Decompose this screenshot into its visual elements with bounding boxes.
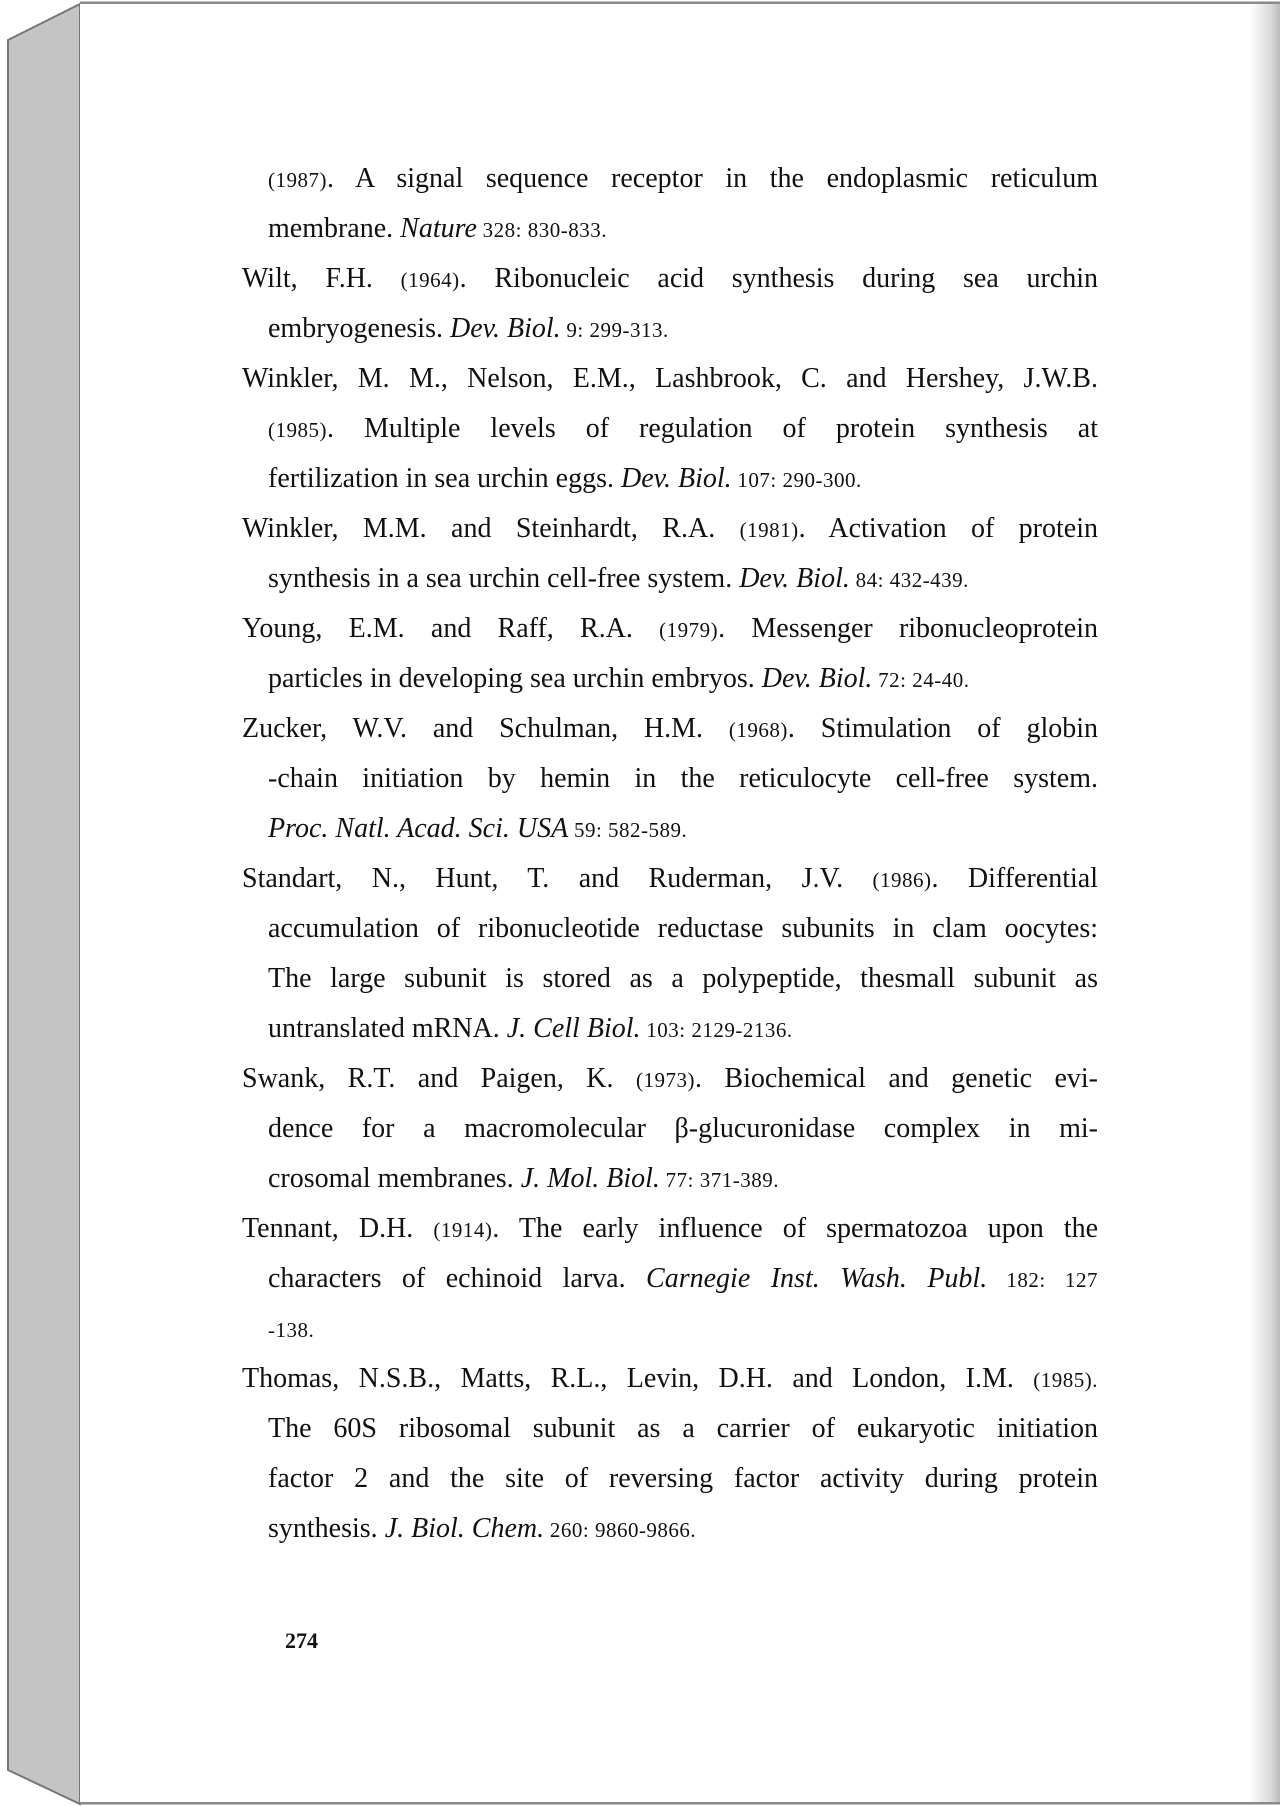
citation-number: 107: 290-300. (731, 468, 862, 492)
reference-line (242, 1254, 1098, 1304)
reference-line (242, 304, 1098, 354)
citation-number: 9: 299-313. (560, 318, 669, 342)
journal-name: J. Mol. Biol. (520, 1163, 660, 1194)
journal-name: Dev. Biol. (621, 463, 732, 494)
reference-line (242, 454, 1098, 504)
reference-line (242, 954, 1098, 1004)
reference-text: . The early influence of spermatozoa upon the (492, 1213, 1098, 1244)
citation-number: 77: 371-389. (659, 1168, 779, 1192)
reference-text: . Activation of protein (798, 513, 1098, 544)
citation-number: 328: 830-833. (476, 218, 607, 242)
reference-text: . A signal sequence receptor in the endoplasmic reticulum (327, 163, 1098, 194)
reference-text: synthesis in a sea urchin cell-free system. (268, 563, 740, 594)
page-edge-shadow (1250, 4, 1280, 1802)
reference-text: Zucker, W.V. and Schulman, H.M. (242, 713, 729, 744)
citation-number: (1981) (739, 518, 799, 542)
reference-text: synthesis. (268, 1513, 385, 1544)
citation-number: 84: 432-439. (849, 568, 969, 592)
reference-text: Wilt, F.H. (242, 263, 401, 294)
reference-entry (242, 604, 1098, 704)
citation-number: 182: 127 (987, 1268, 1098, 1292)
citation-number: 72: 24-40. (872, 668, 970, 692)
reference-line (242, 1454, 1098, 1504)
citation-number: (1968) (728, 718, 788, 742)
reference-line (242, 254, 1098, 304)
reference-text: Swank, R.T. and Paigen, K. (242, 1063, 636, 1094)
journal-name: Dev. Biol. (739, 563, 850, 594)
reference-text: untranslated mRNA. (268, 1013, 507, 1044)
journal-name: J. Cell Biol. (506, 1013, 641, 1044)
page-number: 274 (285, 1628, 318, 1653)
reference-text: Standart, N., Hunt, T. and Ruderman, J.V. (242, 863, 873, 894)
reference-text: Winkler, M. M., Nelson, E.M., Lashbrook, C. and Hershey, J.W.B. (242, 363, 1098, 394)
reference-line (242, 354, 1098, 404)
reference-line (242, 504, 1098, 554)
reference-text: The large subunit is stored as a polypeptide, thesmall subunit as (268, 963, 1098, 994)
reference-text: Thomas, N.S.B., Matts, R.L., Levin, D.H. and London, I.M. (242, 1363, 1034, 1394)
reference-line (242, 754, 1098, 804)
journal-name: Nature (400, 213, 477, 244)
reference-line (242, 1104, 1098, 1154)
citation-number: (1985). (1033, 1368, 1098, 1392)
reference-line (242, 204, 1098, 254)
citation-number: -138. (268, 1318, 315, 1342)
citation-number: (1985) (268, 418, 327, 442)
reference-text: Young, E.M. and Raff, R.A. (242, 613, 660, 644)
reference-line (242, 1054, 1098, 1104)
reference-entry (242, 1354, 1098, 1554)
journal-name: J. Biol. Chem. (384, 1513, 545, 1544)
reference-text: . Messenger ribonucleoprotein (718, 613, 1098, 644)
reference-line (242, 704, 1098, 754)
reference-text: . Stimulation of globin (787, 713, 1098, 744)
reference-text: characters of echinoid larva. (268, 1263, 647, 1294)
reference-line (242, 904, 1098, 954)
reference-text: -chain initiation by hemin in the reticulocyte cell-free system. (268, 763, 1098, 794)
reference-text: Tennant, D.H. (242, 1213, 434, 1244)
journal-name: Carnegie Inst. Wash. Publ. (646, 1263, 988, 1294)
reference-text: factor 2 and the site of reversing factor activity during protein (268, 1463, 1098, 1494)
reference-line (242, 554, 1098, 604)
reference-entry (242, 854, 1098, 1054)
citation-number: (1987) (268, 168, 327, 192)
reference-line (242, 854, 1098, 904)
citation-number: (1986) (872, 868, 932, 892)
reference-line (242, 654, 1098, 704)
reference-text: crosomal membranes. (268, 1163, 521, 1194)
citation-number: (1914) (433, 1218, 493, 1242)
reference-text: Winkler, M.M. and Steinhardt, R.A. (242, 513, 740, 544)
reference-entry (242, 704, 1098, 854)
reference-entry (242, 504, 1098, 604)
reference-text: . Differential (931, 863, 1098, 894)
citation-number: 59: 582-589. (568, 818, 688, 842)
reference-text: . Multiple levels of regulation of protein synthesis at (327, 413, 1098, 444)
reference-text: membrane. (268, 213, 401, 244)
reference-entry (242, 1054, 1098, 1204)
citation-number: (1979) (659, 618, 719, 642)
journal-name: Proc. Natl. Acad. Sci. USA (268, 813, 569, 844)
reference-line (242, 804, 1098, 854)
reference-line (242, 1304, 1098, 1354)
book-spine (8, 4, 80, 1804)
reference-text: . Biochemical and genetic evi- (694, 1063, 1098, 1094)
reference-line (242, 1204, 1098, 1254)
reference-text: accumulation of ribonucleotide reductase subunits in clam oocytes: (268, 913, 1098, 944)
citation-number: 103: 2129-2136. (640, 1018, 793, 1042)
reference-text: dence for a macromolecular β-glucuronidase complex in mi- (268, 1113, 1098, 1144)
citation-number: 260: 9860-9866. (544, 1518, 697, 1542)
reference-text: . Ribonucleic acid synthesis during sea urchin (459, 263, 1098, 294)
citation-number: (1964) (400, 268, 460, 292)
reference-text: fertilization in sea urchin eggs. (268, 463, 621, 494)
reference-line (242, 1504, 1098, 1554)
reference-line (242, 1404, 1098, 1454)
journal-name: Dev. Biol. (449, 313, 561, 344)
reference-line (242, 604, 1098, 654)
reference-entry (242, 154, 1098, 254)
citation-number: (1973) (635, 1068, 695, 1092)
reference-list (242, 154, 1098, 1554)
reference-line (242, 1354, 1098, 1404)
reference-text: The 60S ribosomal subunit as a carrier of eukaryotic initiation (268, 1413, 1098, 1444)
reference-line (242, 404, 1098, 454)
journal-name: Dev. Biol. (761, 663, 873, 694)
reference-text: embryogenesis. (268, 313, 450, 344)
reference-text: particles in developing sea urchin embryos. (268, 663, 762, 694)
reference-line (242, 154, 1098, 204)
reference-line (242, 1154, 1098, 1204)
reference-entry (242, 354, 1098, 504)
reference-entry (242, 254, 1098, 354)
reference-line (242, 1004, 1098, 1054)
reference-entry (242, 1204, 1098, 1354)
